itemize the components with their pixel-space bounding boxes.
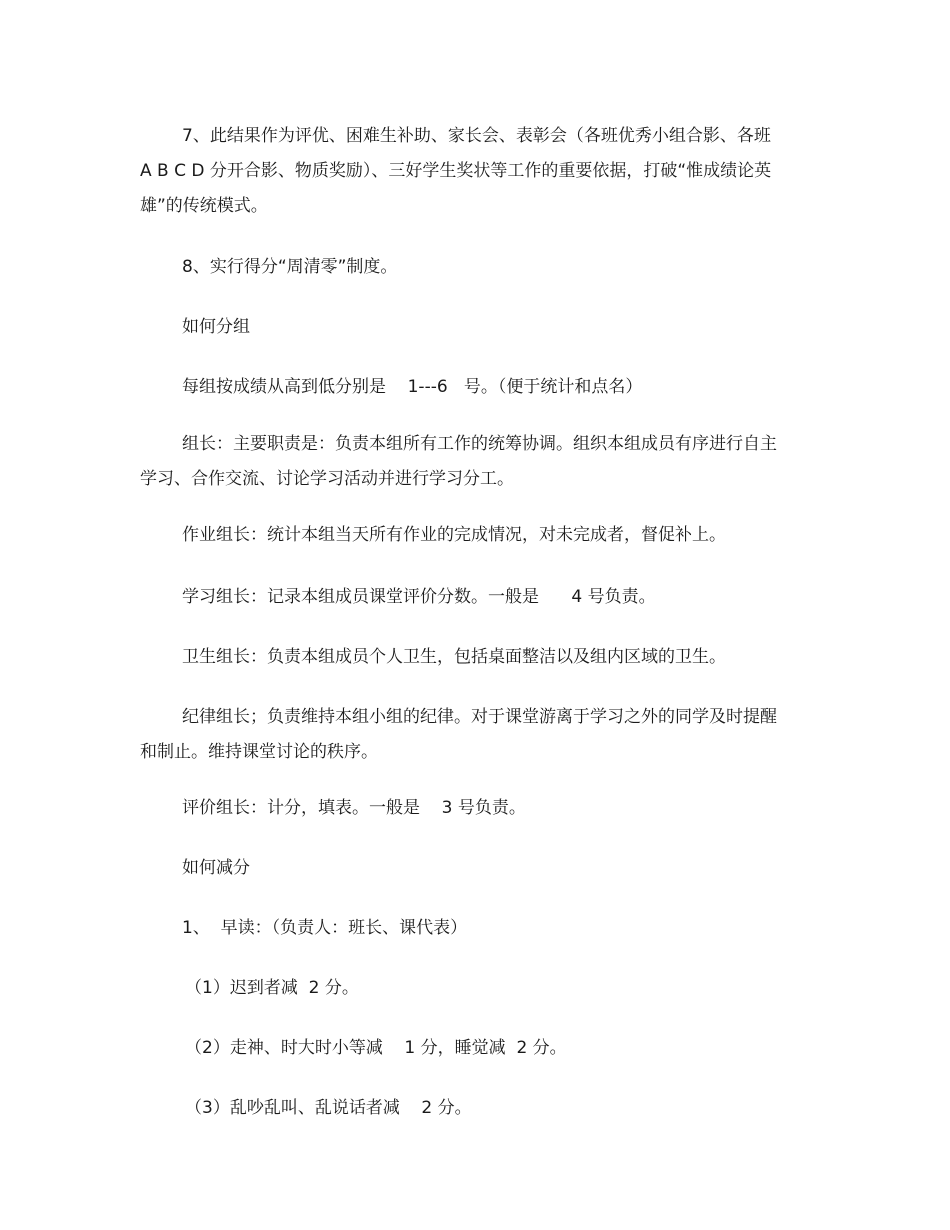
paragraph-group-leader: 组长：主要职责是：负责本组所有工作的统筹协调。组织本组成员有序进行自主学习、合作交流、讨论学习活动并进行学习分工。: [140, 434, 777, 489]
list-subitem-noise: （3）乱吵乱叫、乱说话者减 2 分。: [185, 1098, 472, 1118]
list-subitem-late: （1）迟到者减 2 分。: [185, 978, 359, 998]
paragraph-study-leader: 学习组长：记录本组成员课堂评价分数。一般是 4 号负责。: [182, 587, 656, 607]
list-subitem-distracted: （2）走神、时大时小等减 1 分，睡觉减 2 分。: [185, 1038, 567, 1058]
paragraph-discipline-leader: 纪律组长；负责维持本组小组的纪律。对于课堂游离于学习之外的同学及时提醒和制止。维持课堂讨论的秩序。: [140, 707, 777, 762]
heading-grouping: 如何分组: [182, 317, 250, 337]
paragraph-homework-leader: 作业组长：统计本组当天所有作业的完成情况，对未完成者，督促补上。: [182, 525, 726, 545]
paragraph-hygiene-leader: 卫生组长：负责本组成员个人卫生，包括桌面整洁以及组内区域的卫生。: [182, 647, 726, 667]
list-item-morning-reading: 1、 早读：（负责人：班长、课代表）: [182, 918, 468, 938]
paragraph-evaluation-basis: 7、此结果作为评优、困难生补助、家长会、表彰会（各班优秀小组合影、各班 A B C D 分开合影、物质奖励）、三好学生奖状等工作的重要依据，打破“惟成绩论英雄”的传统模式。: [140, 126, 777, 216]
paragraph-weekly-reset: 8、实行得分“周清零”制度。: [182, 257, 398, 277]
heading-deduction: 如何减分: [182, 858, 250, 878]
paragraph-group-numbering: 每组按成绩从高到低分别是 1---6 号。（便于统计和点名）: [182, 377, 643, 397]
paragraph-evaluation-leader: 评价组长：计分，填表。一般是 3 号负责。: [182, 798, 526, 818]
